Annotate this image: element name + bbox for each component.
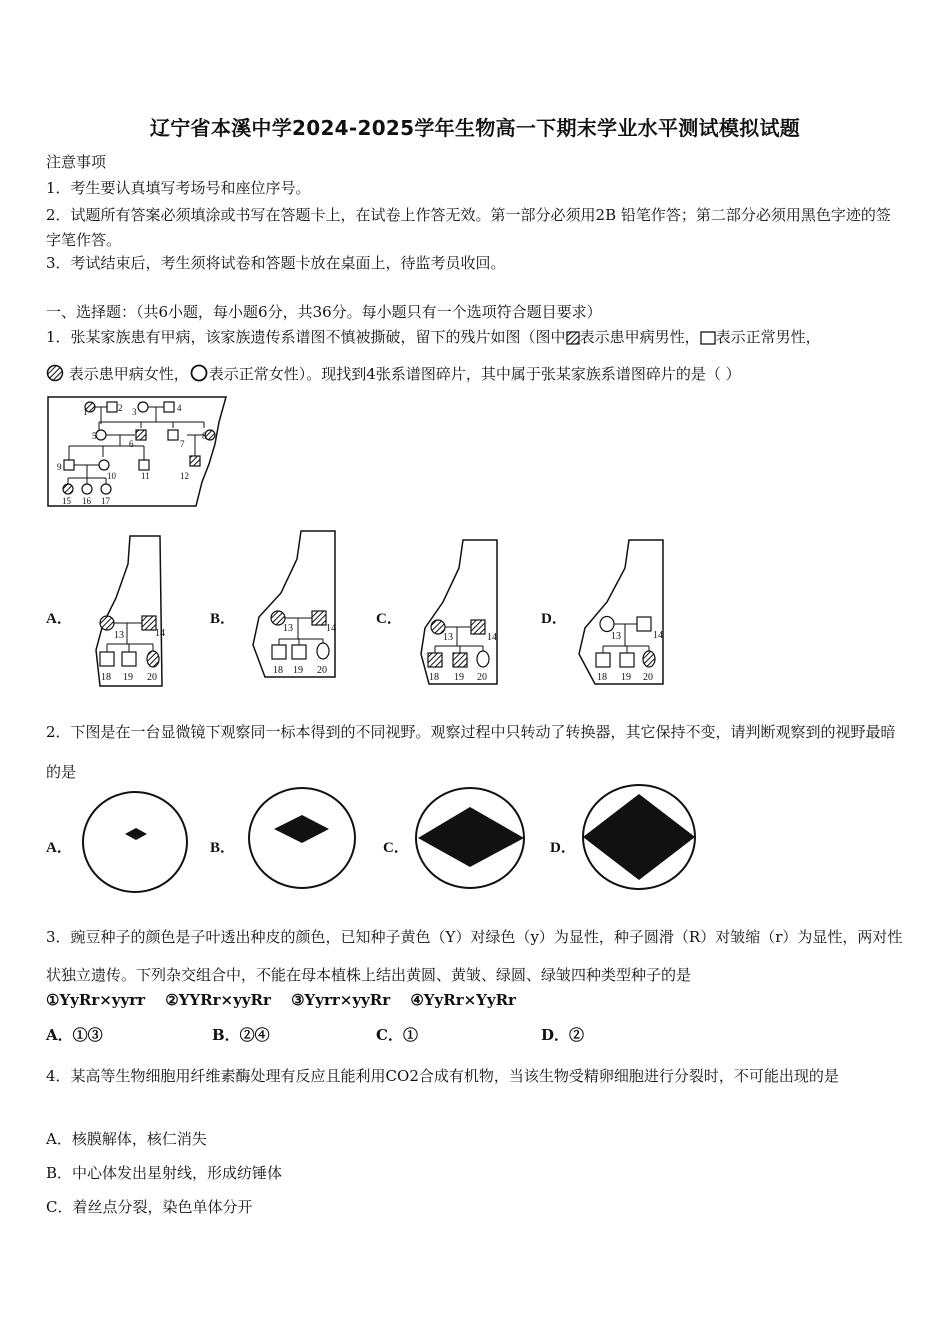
frag-d-14: 14 [653, 630, 663, 641]
q3-option-d[interactable]: D．② [541, 1026, 585, 1044]
ped-num-2: 2 [118, 403, 123, 413]
view-a [80, 789, 190, 899]
q1-option-d[interactable]: D． [541, 611, 567, 627]
fragment-a [78, 532, 170, 688]
notice-item-3: 3．考试结束后，考生须将试卷和答题卡放在桌面上，待监考员收回。 [46, 254, 506, 272]
frag-b-14: 14 [326, 623, 336, 634]
frag-b-20: 20 [317, 665, 327, 676]
pedigree-main [44, 394, 230, 514]
q3-option-a[interactable]: A．①③ [46, 1026, 103, 1044]
view-c [413, 785, 529, 895]
q1-text-d: 表示患甲病女性， [68, 365, 189, 383]
frag-d-20: 20 [643, 672, 653, 683]
frag-b-19: 19 [293, 665, 303, 676]
affected-female-icon [46, 364, 64, 382]
ped-num-3: 3 [132, 407, 137, 417]
q2-option-a[interactable]: A． [46, 840, 72, 856]
q1-option-c[interactable]: C． [376, 611, 402, 627]
frag-b-13: 13 [283, 623, 293, 634]
q1-stem-line2 [46, 364, 741, 384]
frag-a-18: 18 [101, 672, 111, 683]
frag-c-19: 19 [454, 672, 464, 683]
q4-option-b[interactable]: B．中心体发出星射线，形成纺锤体 [46, 1164, 283, 1182]
ped-num-4: 4 [177, 403, 182, 413]
frag-c-18: 18 [429, 672, 439, 683]
q1-text-c: 表示正常男性， [715, 328, 821, 346]
ped-num-17: 17 [101, 496, 110, 506]
q4-option-a[interactable]: A．核膜解体，核仁消失 [46, 1130, 207, 1148]
fragment-b [243, 527, 343, 683]
ped-num-9: 9 [57, 462, 62, 472]
q3-stem: 3．豌豆种子的颜色是子叶透出种皮的颜色，已知种子黄色（Y）对绿色（y）为显性，种子圆滑（R）对皱缩（r）为显性，两对性状独立遗传。下列杂交组合中，不能在母本植株上结出黄圆、黄皱、绿圆、绿皱四种类型种子的是 [46, 928, 903, 984]
q1-text-b: 表示患甲病男性， [579, 328, 700, 346]
page-title: 辽宁省本溪中学2024-2025学年生物高一下期末学业水平测试模拟试题 [149, 116, 801, 140]
frag-d-18: 18 [597, 672, 607, 683]
frag-a-14: 14 [155, 628, 165, 639]
section-heading: 一、选择题：（共6小题，每小题6分，共36分。每小题只有一个选项符合题目要求） [46, 303, 602, 321]
frag-a-13: 13 [114, 630, 124, 641]
ped-num-7: 7 [180, 439, 185, 449]
q2-stem: 2．下图是在一台显微镜下观察同一标本得到的不同视野。观察过程中只转动了转换器，其它保持不变，请判断观察到的视野最暗的是 [46, 723, 896, 781]
frag-c-14: 14 [487, 632, 497, 643]
frag-a-19: 19 [123, 672, 133, 683]
ped-num-16: 16 [82, 496, 91, 506]
frag-d-19: 19 [621, 672, 631, 683]
q1-stem-line1 [46, 327, 821, 347]
q2-option-c[interactable]: C． [383, 840, 409, 856]
normal-male-icon [700, 331, 716, 345]
q3-option-c[interactable]: C．① [376, 1026, 418, 1044]
normal-female-icon [189, 364, 209, 382]
ped-num-10: 10 [107, 471, 116, 481]
frag-d-13: 13 [611, 631, 621, 642]
q2-option-d[interactable]: D． [550, 840, 576, 856]
q2-option-b[interactable]: B． [210, 840, 236, 856]
ped-num-12: 12 [180, 471, 189, 481]
affected-male-icon [566, 331, 580, 345]
q1-option-a[interactable]: A． [46, 611, 72, 627]
notice-item-1: 1．考生要认真填写考场号和座位序号。 [46, 179, 311, 197]
q1-option-b[interactable]: B． [210, 611, 236, 627]
ped-num-8: 8 [202, 431, 207, 441]
frag-b-18: 18 [273, 665, 283, 676]
view-d [580, 782, 700, 894]
q3-option-b[interactable]: B．②④ [212, 1026, 270, 1044]
fragment-c [407, 536, 507, 688]
ped-num-6: 6 [129, 439, 134, 449]
q1-text-a: 1．张某家族患有甲病，该家族遗传系谱图不慎被撕破，留下的残片如图（图中 [46, 328, 566, 346]
frag-c-13: 13 [443, 632, 453, 643]
view-b [246, 785, 360, 895]
q3-crosses: ①YyRr×yyrr ②YYRr×yyRr ③Yyrr×yyRr ④YyRr×YyRr [46, 991, 516, 1009]
ped-num-5: 5 [92, 431, 97, 441]
ped-num-11: 11 [141, 471, 150, 481]
ped-num-1: 1 [83, 407, 88, 417]
q4-option-c[interactable]: C．着丝点分裂，染色单体分开 [46, 1198, 253, 1216]
q4-stem: 4．某高等生物细胞用纤维素酶处理有反应且能利用CO2合成有机物，当该生物受精卵细胞进行分裂时，不可能出现的是 [46, 1067, 839, 1085]
fragment-d [573, 536, 673, 688]
notice-item-2: 2．试题所有答案必须填涂或书写在答题卡上，在试卷上作答无效。第一部分必须用2B 铅笔作答；第二部分必须用黑色字迹的签字笔作答。 [46, 206, 891, 249]
frag-a-20: 20 [147, 672, 157, 683]
notice-heading: 注意事项 [46, 153, 107, 171]
frag-c-20: 20 [477, 672, 487, 683]
ped-num-15: 15 [62, 496, 71, 506]
q1-text-e: 表示正常女性）。现找到4张系谱图碎片，其中属于张某家族系谱图碎片的是（ ） [208, 365, 741, 383]
